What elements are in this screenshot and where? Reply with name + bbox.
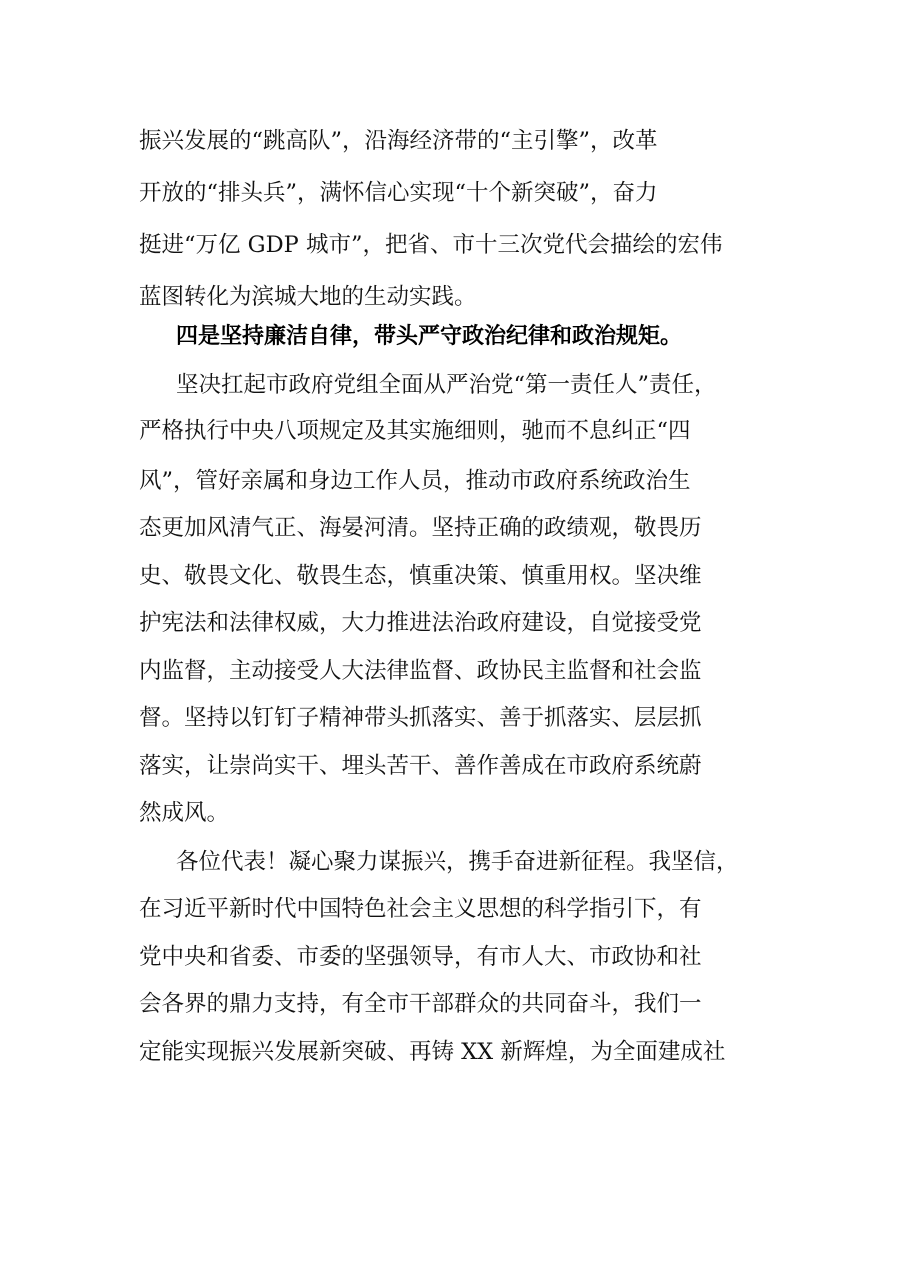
- text-line: 会各界的鼎力支持，有全市干部群众的共同奋斗，我们一: [139, 991, 702, 1017]
- section-heading: 四是坚持廉洁自律，带头严守政治纪律和政治规矩。: [176, 324, 683, 349]
- text-line: 开放的“排头兵”，满怀信心实现“十个新突破”，奋力: [139, 180, 658, 206]
- text-line: 定能实现振兴发展新突破、再铸 XX 新辉煌，为全面建成社: [139, 1039, 726, 1065]
- text-line: 护宪法和法律权威，大力推进法治政府建设，自觉接受党: [139, 610, 702, 636]
- text-line: 坚决扛起市政府党组全面从严治党“第一责任人”责任，: [176, 372, 717, 398]
- text-line: 内监督，主动接受人大法律监督、政协民主监督和社会监: [139, 658, 702, 684]
- text-line: 态更加风清气正、海晏河清。坚持正确的政绩观，敬畏历: [139, 515, 702, 541]
- text-line: 然成风。: [139, 800, 230, 826]
- text-line: 落实，让崇尚实干、埋头苦干、善作善成在市政府系统蔚: [139, 753, 702, 779]
- text-line: 严格执行中央八项规定及其实施细则，驰而不息纠正“四: [139, 418, 691, 444]
- text-line: 振兴发展的“跳高队”，沿海经济带的“主引擎”，改革: [139, 128, 658, 154]
- text-line: 党中央和省委、市委的坚强领导，有市人大、市政协和社: [139, 944, 702, 970]
- text-line: 在习近平新时代中国特色社会主义思想的科学指引下，有: [139, 896, 702, 922]
- text-line: 蓝图转化为滨城大地的生动实践。: [139, 284, 477, 310]
- text-line: 史、敬畏文化、敬畏生态，慎重决策、慎重用权。坚决维: [139, 563, 702, 589]
- text-line: 各位代表！凝心聚力谋振兴，携手奋进新征程。我坚信，: [176, 849, 739, 875]
- text-line: 督。坚持以钉钉子精神带头抓落实、善于抓落实、层层抓: [139, 705, 702, 731]
- text-line: 挺进“万亿 GDP 城市”，把省、市十三次党代会描绘的宏伟: [139, 232, 723, 258]
- text-line: 风”，管好亲属和身边工作人员，推动市政府系统政治生: [139, 468, 691, 494]
